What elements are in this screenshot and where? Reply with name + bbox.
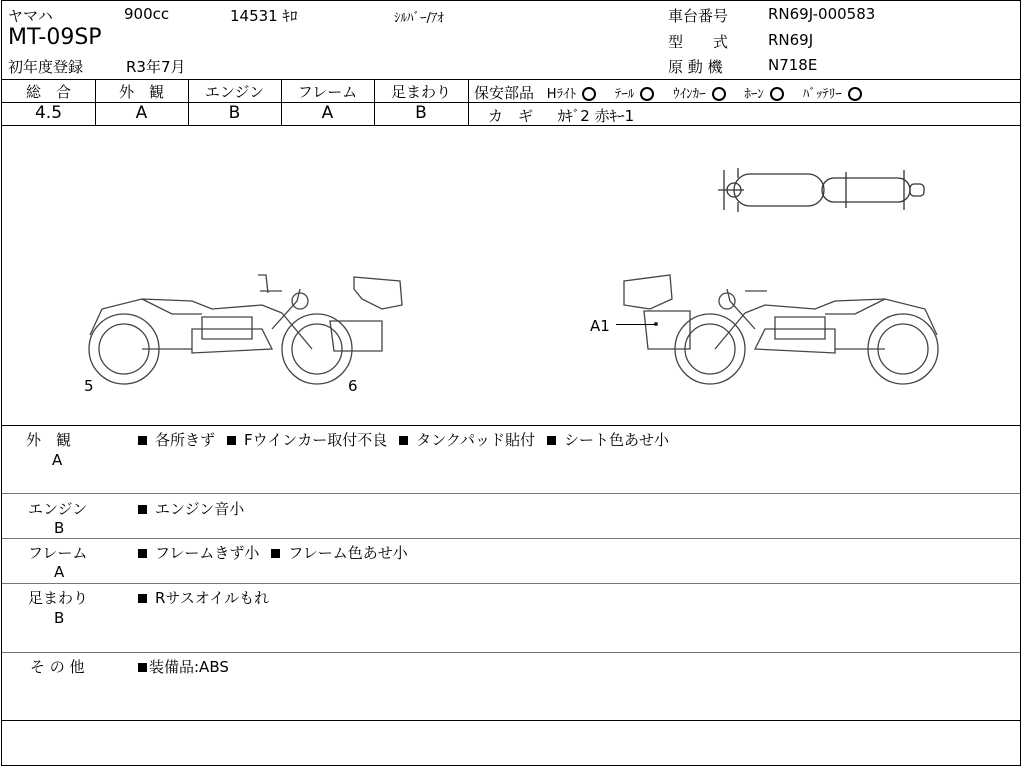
body-color: ｼﾙﾊﾞｰ/ｱｵ [394, 11, 444, 26]
frame-score: A [321, 103, 334, 123]
marker-5: 5 [84, 377, 94, 395]
motorcycle-right-view [620, 269, 945, 387]
frame-number-value: RN69J-000583 [768, 5, 876, 23]
mileage: 14531 ｷﾛ [230, 7, 298, 25]
motorcycle-top-view [714, 166, 939, 216]
engine-model-value: N718E [768, 56, 818, 74]
divider [2, 538, 1020, 539]
marker-6: 6 [348, 377, 358, 395]
displacement: 900cc [124, 5, 170, 23]
section-other-label: そ の 他 [30, 658, 85, 676]
safety-item-winker: ｳｲﾝｶｰ [673, 84, 726, 102]
divider [2, 425, 1020, 426]
ok-circle-icon [848, 87, 862, 101]
section-engine-grade: B [54, 519, 65, 537]
ok-circle-icon [770, 87, 784, 101]
divider [2, 79, 1020, 80]
type-value: RN69J [768, 31, 814, 49]
section-frame-notes: フレームきず小 フレーム色あせ小 [138, 542, 420, 563]
model-name: MT-09SP [8, 25, 102, 50]
inspection-sheet [1, 0, 1021, 766]
section-engine-label: エンジン [28, 500, 88, 518]
key-value: ｶｷﾞ2 赤ｷｰ1 [557, 107, 635, 125]
bullet-square-icon [547, 436, 556, 445]
type-label: 型 式 [668, 33, 729, 51]
bullet-square-icon [271, 549, 280, 558]
suspension-score: B [415, 103, 427, 123]
engine-model-label: 原 動 機 [668, 58, 723, 76]
first-registration-label: 初年度登録 [8, 58, 84, 76]
safety-parts-label: 保安部品 [474, 84, 535, 102]
maker: ヤマハ [8, 7, 53, 25]
exterior-label: 外 観 [118, 83, 164, 101]
exterior-score: A [135, 103, 148, 123]
bullet-square-icon [138, 594, 147, 603]
section-other-notes: 装備品:ABS [138, 656, 241, 677]
section-frame-label: フレーム [28, 544, 88, 562]
bullet-square-icon [399, 436, 408, 445]
ok-circle-icon [712, 87, 726, 101]
damage-marker-a1: A1 [590, 317, 610, 335]
bullet-square-icon [138, 663, 147, 672]
section-frame-grade: A [54, 563, 65, 581]
frame-label: フレーム [297, 83, 358, 101]
key-row [488, 105, 634, 126]
safety-item-taillight: ﾃｰﾙ [615, 84, 655, 102]
frame-number-label: 車台番号 [668, 7, 729, 25]
section-engine-notes: エンジン音小 [138, 498, 256, 519]
overall-score: 4.5 [34, 103, 63, 123]
motorcycle-left-view [82, 269, 407, 387]
engine-score: B [228, 103, 241, 123]
section-exterior-grade: A [52, 451, 63, 469]
divider [2, 583, 1020, 584]
ok-circle-icon [582, 87, 596, 101]
safety-item-headlight: Hﾗｲﾄ [547, 84, 596, 102]
section-suspension-grade: B [54, 609, 65, 627]
safety-item-horn: ﾎｰﾝ [744, 84, 784, 102]
overall-label: 総 合 [25, 83, 71, 101]
section-exterior-notes: 各所きず Fウインカー取付不良 タンクパッド貼付 シート色あせ小 [138, 429, 681, 450]
section-suspension-notes: Rサスオイルもれ [138, 587, 281, 608]
ok-circle-icon [640, 87, 654, 101]
bullet-square-icon [227, 436, 236, 445]
safety-parts-row [474, 82, 862, 103]
section-suspension-label: 足まわり [28, 589, 89, 607]
divider [468, 79, 469, 125]
divider [2, 652, 1020, 653]
divider [2, 493, 1020, 494]
suspension-label: 足まわり [390, 83, 451, 101]
bullet-square-icon [138, 549, 147, 558]
key-label: カ ギ [488, 107, 534, 125]
section-exterior-label: 外 観 [26, 431, 72, 449]
engine-label: エンジン [204, 83, 265, 101]
safety-item-battery: ﾊﾞｯﾃﾘｰ [803, 84, 862, 102]
marker-leader-line [616, 324, 656, 325]
bullet-square-icon [138, 436, 147, 445]
first-registration-value: R3年7月 [126, 58, 186, 76]
divider [2, 720, 1020, 721]
bullet-square-icon [138, 505, 147, 514]
